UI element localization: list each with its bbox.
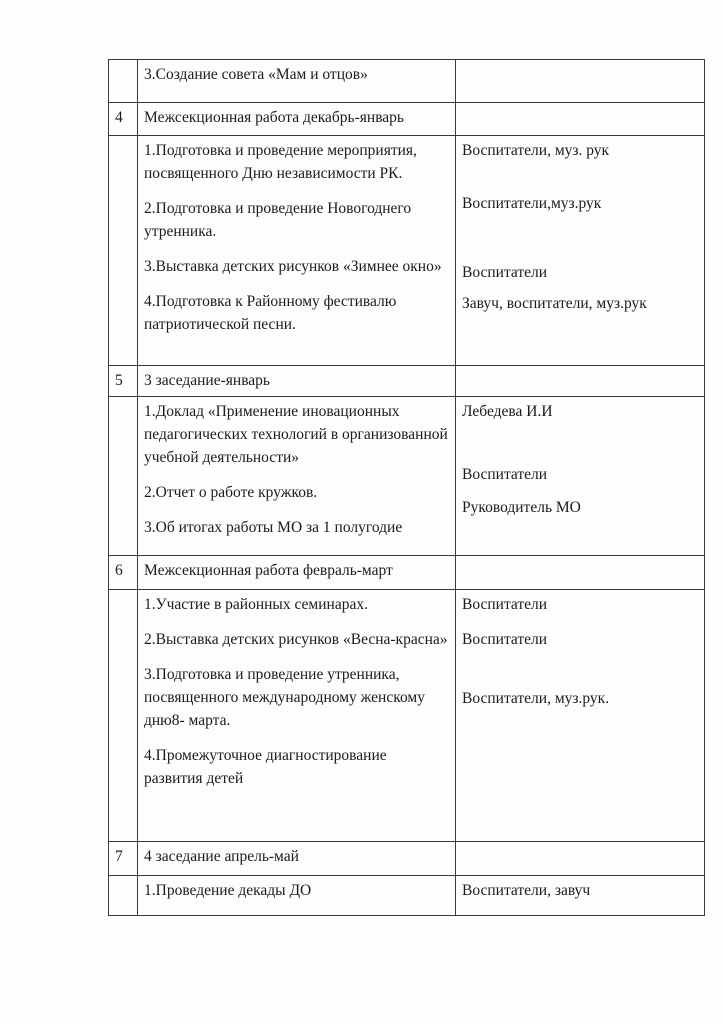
row-number xyxy=(109,590,138,842)
responsible-entry: Воспитатели xyxy=(462,264,548,281)
responsible-entry: Воспитатели xyxy=(462,631,548,648)
table-row xyxy=(109,366,705,397)
row-number xyxy=(109,397,138,556)
responsible-entry: Воспитатели, муз. рук xyxy=(462,142,610,159)
responsible-entry: Воспитатели xyxy=(462,466,548,483)
section-title: 3 заседание-январь xyxy=(144,372,271,389)
section-heading xyxy=(138,842,456,876)
responsible-cell xyxy=(456,876,705,916)
activity-item: 4.Подготовка к Районному фестивалю патриотической песни. xyxy=(144,293,397,333)
responsible-entry: Воспитатели, муз.рук. xyxy=(462,690,610,707)
responsible-cell xyxy=(456,590,705,842)
activity-item: 2.Отчет о работе кружков. xyxy=(144,484,318,501)
activity-cell xyxy=(138,397,456,556)
responsible-entry: Руководитель МО xyxy=(462,499,581,516)
section-heading xyxy=(138,556,456,590)
activity-item: 1.Проведение декады ДО xyxy=(144,882,312,899)
row-number xyxy=(109,60,138,103)
responsible-entry: Воспитатели xyxy=(462,596,548,613)
section-title: Межсекционная работа декабрь-январь xyxy=(144,109,405,126)
activity-item: 2.Выставка детских рисунков «Весна-красна» xyxy=(144,631,448,648)
table-row xyxy=(109,556,705,590)
table-row xyxy=(109,590,705,842)
row-number: 7 xyxy=(109,842,138,876)
responsible-entry: Завуч, воспитатели, муз.рук xyxy=(462,295,647,312)
activity-item: 3.Создание совета «Мам и отцов» xyxy=(144,66,368,83)
responsible-cell xyxy=(456,103,705,136)
activity-item: 1.Подготовка и проведение мероприятия, посвященного Дню независимости РК. xyxy=(144,142,417,182)
activity-cell xyxy=(138,876,456,916)
row-number: 4 xyxy=(109,103,138,136)
responsible-cell xyxy=(456,366,705,397)
activity-item: 1.Доклад «Применение иновационных педагогических технологий в организованной учебной деятельности» xyxy=(144,403,448,466)
table-row xyxy=(109,136,705,366)
table-row xyxy=(109,103,705,136)
responsible-entry: Лебедева И.И xyxy=(462,403,553,420)
responsible-cell xyxy=(456,60,705,103)
table-row xyxy=(109,842,705,876)
table-row xyxy=(109,60,705,103)
responsible-cell xyxy=(456,397,705,556)
row-number: 6 xyxy=(109,556,138,590)
responsible-cell xyxy=(456,556,705,590)
activity-item: 3.Выставка детских рисунков «Зимнее окно» xyxy=(144,258,442,275)
responsible-cell xyxy=(456,136,705,366)
activity-item: 3.Подготовка и проведение утренника, посвященного международному женскому дню8- марта. xyxy=(144,666,425,729)
section-heading xyxy=(138,103,456,136)
section-title: Межсекционная работа февраль-март xyxy=(144,562,393,579)
activity-item: 1.Участие в районных семинарах. xyxy=(144,596,368,613)
row-number xyxy=(109,136,138,366)
section-heading xyxy=(138,366,456,397)
responsible-entry: Воспитатели,муз.рук xyxy=(462,195,602,212)
activity-item: 2.Подготовка и проведение Новогоднего утренника. xyxy=(144,200,412,240)
work-plan-table xyxy=(108,59,705,916)
table-row xyxy=(109,397,705,556)
responsible-cell xyxy=(456,842,705,876)
activity-cell xyxy=(138,136,456,366)
table-row xyxy=(109,876,705,916)
activity-item: 4.Промежуточное диагностирование развития детей xyxy=(144,747,387,787)
row-number: 5 xyxy=(109,366,138,397)
activity-cell xyxy=(138,60,456,103)
activity-item: 3.Об итогах работы МО за 1 полугодие xyxy=(144,519,403,536)
section-title: 4 заседание апрель-май xyxy=(144,848,299,865)
activity-cell xyxy=(138,590,456,842)
responsible-entry: Воспитатели, завуч xyxy=(462,882,591,899)
row-number xyxy=(109,876,138,916)
